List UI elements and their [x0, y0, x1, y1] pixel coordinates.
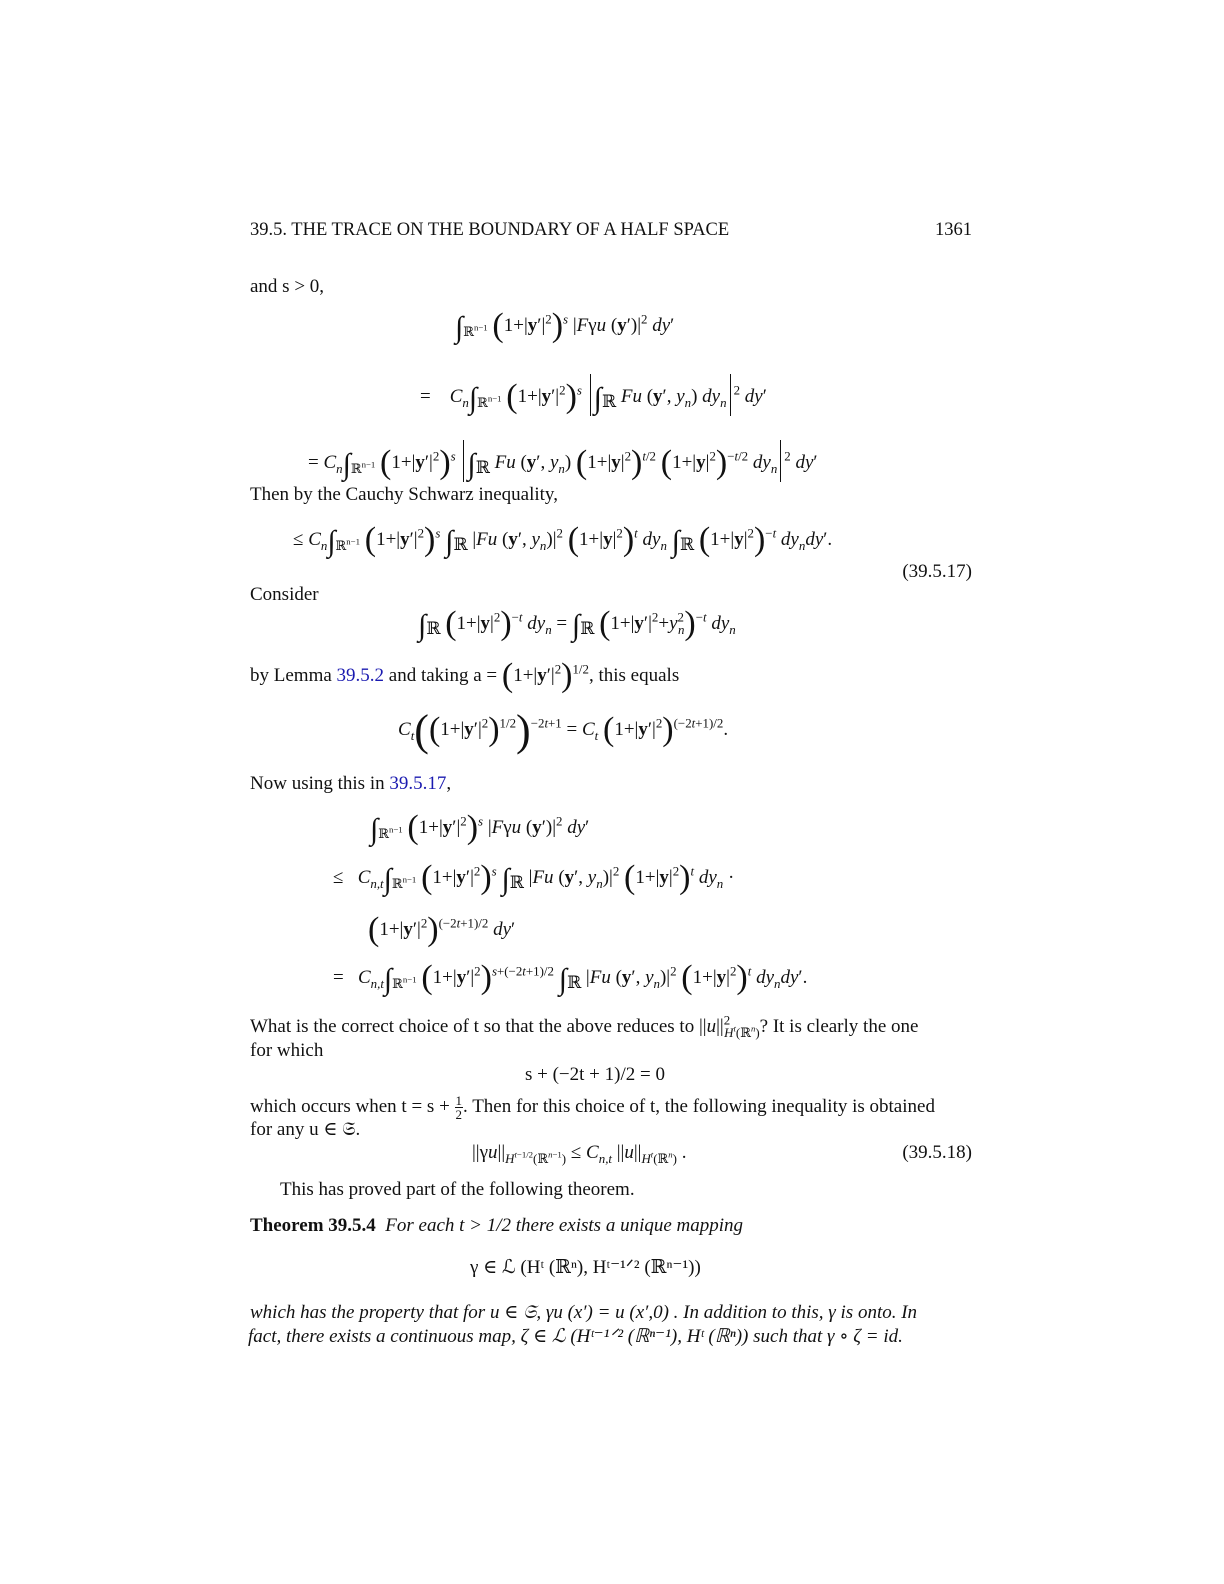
running-header	[250, 220, 972, 241]
text-for-any: for any u ∈ 𝔖.	[250, 1119, 361, 1140]
what-is-2: ? It is clearly the one	[759, 1016, 919, 1037]
equation-line: = $C_n\int_{ℝ^{n-1}}$ $(1+|y'|^2)^s$ $\int_ℝ$ Fu (y′, $y_n$) $(1+|y|^2)^{t/2}$ $(1+|y|^2)^{-t/2}$ $dy_n^2$ dy′	[308, 440, 818, 482]
theorem-prop-1: which has the property that for u ∈ 𝔖, γu (x′) = u (x′,0) . In addition to this, γ is onto. In	[250, 1302, 918, 1323]
lemma-post: and taking a =	[384, 665, 502, 686]
equation-line: ≤ $C_{n,t}\int_{ℝ^{n-1}}$ $(1+|y'|^2)^s$ $\int_ℝ$ |Fu (y′, $y_n)|^2$ $(1+|y|^2)^t$ $dy_n$ ·	[333, 859, 735, 896]
equation-line: = $C_n\int_{ℝ^{n-1}}$ $(1+|y'|^2)^s$ $\int_ℝ$ Fu (y′, $y_n$) $dy_n^2$ dy′	[420, 374, 767, 416]
equation-line: $(1+|y'|^2)^{(-2t+1)/2}$ dy′	[368, 911, 516, 948]
eq-ref-link[interactable]: 39.5.17	[389, 773, 447, 794]
equation-line: $\int_ℝ$ $(1+|y|^2)^{-t}$ $dy_n = \int_ℝ$ $(1+|y'|^2+y^2_n)^{-t}$ $dy_n$	[418, 605, 736, 642]
lemma-link[interactable]: 39.5.2	[336, 665, 385, 686]
page-number: 1361	[935, 220, 972, 240]
equation-condition: s + (−2t + 1)/2 = 0	[525, 1064, 665, 1085]
equation-line: ≤ $C_n\int_{ℝ^{n-1}}$ $(1+|y'|^2)^s$ $\int_ℝ$ |Fu (y′, $y_n)|^2$ $(1+|y|^2)^t$ $dy_n$ $\int_ℝ$ $(1+|y|^2)^{-t}$ $dy_ndy'$.	[293, 521, 833, 558]
theorem-map: γ ∈ ℒ (Hᵗ (ℝⁿ), Hᵗ⁻¹ᐟ² (ℝⁿ⁻¹))	[470, 1257, 701, 1278]
now-using: Now using this in	[250, 773, 390, 794]
text-now-using: Now using this in 39.5.17,	[250, 773, 452, 794]
text-which-occurs: which occurs when t = s + $\frac{1}{2}$ . Then for this choice of t, the following inequality is obtained	[250, 1093, 935, 1122]
text-cauchy: Then by the Cauchy Schwarz inequality,	[250, 484, 558, 505]
theorem-statement	[250, 1214, 743, 1238]
equation-number: (39.5.17)	[902, 561, 972, 582]
equation-line: = $C_{n,t}\int_{ℝ^{n-1}}$ $(1+|y'|^2)^{s+(-2t+1)/2}$ $\int_ℝ$ |Fu (y′, $y_n)|^2$ $(1+|y|^2)^t$ $dy_ndy'$.	[333, 959, 808, 996]
which-occurs-2: . Then for this choice of t, the following inequality is obtained	[463, 1096, 935, 1117]
equation-line: $\int_{ℝ^{n-1}}$ $(1+|y'|^2)^s$ |Fγu $(y')|^2$ dy′	[370, 809, 590, 846]
text-this-has-proved: This has proved part of the following theorem.	[280, 1179, 635, 1200]
equation-line: $C_t((1+|y'|^2)^{1/2})^{-2t+1} = C_t$ $(1+|y'|^2)^{(-2t+1)/2}$.	[398, 706, 729, 755]
theorem-text: For each t > 1/2 there exists a unique mapping	[385, 1215, 744, 1236]
text-and-s: and s > 0,	[250, 276, 325, 297]
this-equals: , this equals	[588, 665, 680, 686]
lemma-pre: by Lemma	[250, 665, 337, 686]
theorem-label: Theorem 39.5.4	[250, 1215, 376, 1236]
theorem-prop-2: fact, there exists a continuous map, ζ ∈ ℒ (Hᵗ⁻¹ᐟ² (ℝⁿ⁻¹), Hᵗ (ℝⁿ)) such that γ ∘ ζ = id.	[248, 1326, 903, 1347]
equation-number: (39.5.18)	[902, 1142, 972, 1163]
what-is-1: What is the correct choice of t so that the above reduces to	[250, 1016, 699, 1037]
text-consider: Consider	[250, 584, 319, 605]
text-lemma: by Lemma 39.5.2 and taking $a = (1+|y'|^2)^{1/2}$, this equals	[250, 657, 680, 694]
running-title: 39.5. THE TRACE ON THE BOUNDARY OF A HALF SPACE	[250, 220, 730, 240]
which-occurs-1: which occurs when t = s +	[250, 1096, 455, 1117]
equation-line: $\int_{ℝ^{n-1}}$ $(1+|y'|^2)^s$ |Fγu $(y')|^2$ dy′	[455, 307, 675, 344]
equation-line: $||\gamma u||_{H^{t-1/2}(ℝ^{n-1})} \le C_{n,t}$ $||u||_{H^t(ℝ^n)}$ .	[472, 1142, 687, 1166]
text-what-is: What is the correct choice of t so that the above reduces to $||u||^2_{H^t(ℝ^n)}$? It is clearly the one	[250, 1012, 919, 1040]
text-for-which: for which	[250, 1040, 324, 1061]
